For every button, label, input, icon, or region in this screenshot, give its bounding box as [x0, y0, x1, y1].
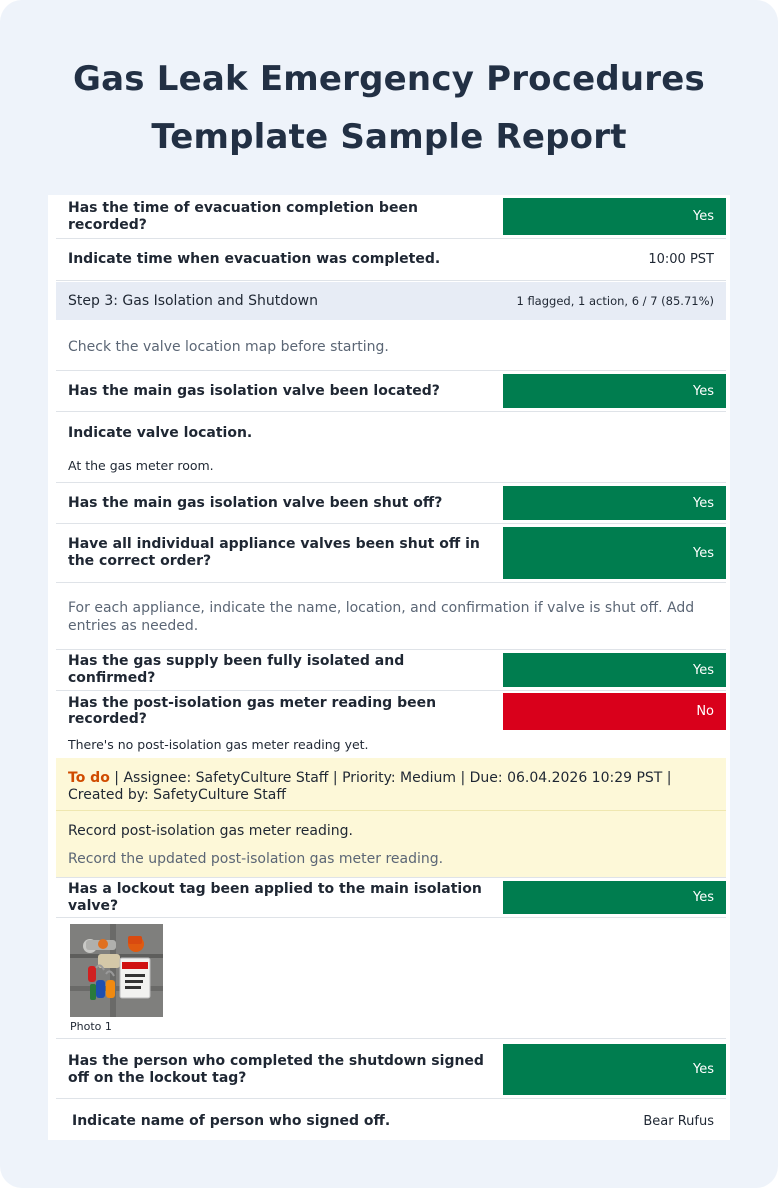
action-card[interactable] — [56, 758, 726, 877]
question-row-signed-off — [56, 1041, 726, 1099]
question-text: Has the main gas isolation valve been shut off? — [68, 494, 443, 511]
question-text: Indicate name of person who signed off. — [72, 1113, 391, 1129]
answer-yes-badge: Yes — [503, 1044, 726, 1095]
instruction-row — [56, 320, 726, 371]
title-line-1: Gas Leak Emergency Procedures — [73, 59, 705, 99]
question-text: Has the person who completed the shutdown signed off on the lockout tag? — [68, 1052, 484, 1086]
instruction-row — [56, 583, 726, 650]
question-text: Have all individual appliance valves been shut off in the correct order? — [68, 536, 480, 569]
answer-yes-badge: Yes — [503, 374, 726, 408]
question-text: Has a lockout tag been applied to the main isolation valve? — [68, 880, 482, 914]
answer-no-badge: No — [503, 693, 726, 730]
answer-yes-badge: Yes — [503, 881, 726, 914]
question-row-evacuation-recorded — [56, 195, 726, 239]
question-text: Indicate valve location. — [68, 425, 253, 441]
answer-value: Bear Rufus — [643, 1113, 714, 1129]
lockout-photo-image — [70, 924, 163, 1017]
action-details: | Assignee: SafetyCulture Staff | Priority: Medium | Due: 06.04.2026 10:29 PST | Created by: SafetyCulture Staff — [68, 770, 672, 803]
photo-row — [56, 918, 726, 1039]
action-status: To do — [68, 770, 110, 786]
answer-note: There's no post-isolation gas meter reading yet. — [68, 736, 369, 752]
question-text: Indicate time when evacuation was completed. — [68, 251, 441, 267]
answer-value: 10:00 PST — [648, 252, 714, 267]
question-row-valve-location — [56, 412, 726, 483]
question-row-meter-reading — [56, 691, 726, 730]
question-row-signer-name — [56, 1099, 726, 1140]
instruction-text: For each appliance, indicate the name, location, and confirmation if valve is shut off. Add entries as needed. — [68, 600, 695, 634]
report-body — [56, 195, 726, 1140]
question-row-evacuation-time — [56, 239, 726, 281]
photo-label: Photo 1 — [70, 1020, 112, 1033]
question-text: Has the main gas isolation valve been located? — [68, 382, 440, 399]
section-stats: 1 flagged, 1 action, 6 / 7 (85.71%) — [516, 294, 714, 308]
question-text: Has the post-isolation gas meter reading been recorded? — [68, 694, 437, 727]
instruction-text: Check the valve location map before starting. — [68, 339, 389, 355]
answer-text: At the gas meter room. — [68, 458, 214, 473]
question-row-lockout-tag — [56, 877, 726, 918]
question-row-supply-isolated — [56, 650, 726, 691]
section-title: Step 3: Gas Isolation and Shutdown — [68, 293, 318, 309]
lockout-photo-thumbnail[interactable] — [70, 924, 163, 1017]
action-header — [56, 758, 726, 811]
question-text: Has the time of evacuation completion been recorded? — [68, 199, 418, 233]
title-line-2: Template Sample Report — [151, 117, 627, 157]
section-header-step-3[interactable] — [56, 282, 726, 320]
action-title: Record post-isolation gas meter reading. — [68, 823, 353, 839]
question-row-appliance-valves — [56, 524, 726, 583]
answer-yes-badge: Yes — [503, 653, 726, 687]
answer-note-row — [56, 730, 726, 758]
answer-yes-badge: Yes — [503, 486, 726, 520]
question-row-valve-located — [56, 371, 726, 412]
action-description: Record the updated post-isolation gas meter reading. — [68, 851, 444, 867]
answer-yes-badge: Yes — [503, 527, 726, 579]
report-title — [0, 50, 778, 166]
question-text: Has the gas supply been fully isolated and confirmed? — [68, 653, 405, 686]
answer-yes-badge: Yes — [503, 198, 726, 235]
question-row-valve-shut-off — [56, 483, 726, 524]
report-document — [48, 195, 730, 1140]
